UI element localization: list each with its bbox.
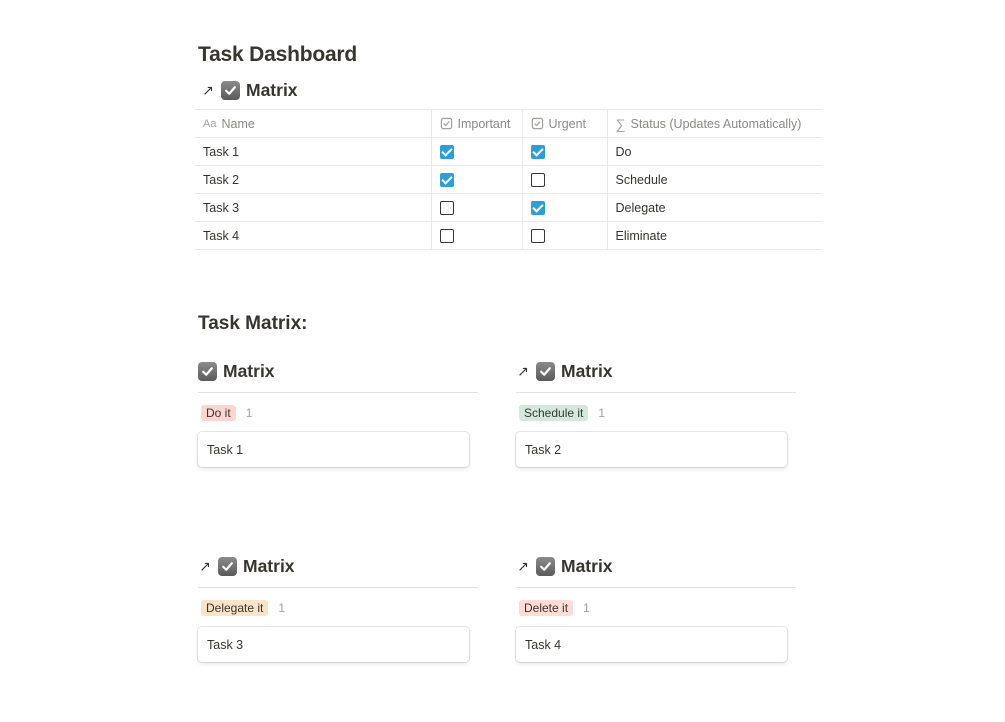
table-row[interactable] <box>195 222 822 250</box>
board-card[interactable]: Task 1 <box>198 432 469 467</box>
board-delete-it <box>516 554 796 662</box>
database-title[interactable]: Matrix <box>243 555 295 576</box>
task-name-cell[interactable]: Task 1 <box>195 138 431 166</box>
task-table <box>195 109 822 250</box>
checkbox-icon <box>218 557 237 576</box>
table-header-row <box>195 110 822 138</box>
board-group-header <box>519 405 796 421</box>
database-header[interactable] <box>516 359 796 383</box>
board-card[interactable]: Task 4 <box>516 627 787 662</box>
arrow-up-right-icon: ↗ <box>517 362 529 379</box>
checkbox-icon <box>536 557 555 576</box>
group-count: 1 <box>245 406 253 420</box>
checkbox-property-icon <box>440 117 453 130</box>
formula-property-icon: ∑ <box>615 115 626 132</box>
group-tag[interactable]: Delegate it <box>201 600 268 616</box>
section-title: Task Matrix: <box>198 313 308 334</box>
database-title[interactable]: Matrix <box>223 360 275 381</box>
group-tag[interactable]: Schedule it <box>519 405 588 421</box>
divider <box>516 392 796 393</box>
divider <box>516 587 796 588</box>
board-group-header <box>201 600 478 616</box>
board-card[interactable]: Task 2 <box>516 432 787 467</box>
board-schedule-it <box>516 359 796 467</box>
table-row[interactable] <box>195 166 822 194</box>
divider <box>198 587 478 588</box>
urgent-checkbox[interactable] <box>531 145 545 159</box>
important-checkbox[interactable] <box>440 173 454 187</box>
status-cell: Schedule <box>607 166 822 194</box>
group-count: 1 <box>598 406 606 420</box>
table-row[interactable] <box>195 194 822 222</box>
important-checkbox[interactable] <box>440 145 454 159</box>
important-checkbox[interactable] <box>440 229 454 243</box>
checkbox-icon <box>536 362 555 381</box>
checkbox-icon <box>198 362 217 381</box>
arrow-up-right-icon: ↗ <box>199 557 211 574</box>
group-count: 1 <box>583 601 590 615</box>
database-header[interactable] <box>201 80 298 101</box>
urgent-checkbox[interactable] <box>531 201 545 215</box>
board-delegate-it <box>198 554 478 662</box>
column-label: Status (Updates Automatically) <box>630 116 802 131</box>
column-label: Urgent <box>548 116 587 131</box>
urgent-checkbox[interactable] <box>531 173 545 187</box>
database-title[interactable]: Matrix <box>246 80 298 100</box>
status-cell: Delegate <box>607 194 822 222</box>
column-header-status[interactable] <box>607 110 822 138</box>
group-count: 1 <box>278 601 286 615</box>
database-title[interactable]: Matrix <box>561 360 613 381</box>
page-title: Task Dashboard <box>198 43 358 66</box>
column-header-name[interactable] <box>195 110 431 138</box>
text-property-icon: Aa <box>203 117 217 130</box>
database-header[interactable] <box>198 359 478 383</box>
arrow-up-right-icon: ↗ <box>202 82 214 98</box>
divider <box>198 392 478 393</box>
task-name-cell[interactable]: Task 2 <box>195 166 431 194</box>
group-tag[interactable]: Do it <box>201 405 236 421</box>
checkbox-icon <box>221 81 240 100</box>
status-cell: Eliminate <box>607 222 822 250</box>
task-name-cell[interactable]: Task 4 <box>195 222 431 250</box>
database-title[interactable]: Matrix <box>561 555 613 576</box>
board-do-it <box>198 359 478 467</box>
urgent-checkbox[interactable] <box>531 229 545 243</box>
arrow-up-right-icon: ↗ <box>517 557 529 574</box>
board-group-header <box>519 600 796 616</box>
group-tag[interactable]: Delete it <box>519 600 573 616</box>
database-header[interactable] <box>198 554 478 578</box>
database-header[interactable] <box>516 554 796 578</box>
table-row[interactable] <box>195 138 822 166</box>
board-group-header <box>201 405 478 421</box>
column-header-urgent[interactable] <box>522 110 607 138</box>
column-label: Important <box>457 116 511 131</box>
task-name-cell[interactable]: Task 3 <box>195 194 431 222</box>
important-checkbox[interactable] <box>440 201 454 215</box>
status-cell: Do <box>607 138 822 166</box>
board-card[interactable]: Task 3 <box>198 627 469 662</box>
checkbox-property-icon <box>531 117 544 130</box>
column-header-important[interactable] <box>431 110 522 138</box>
column-label: Name <box>221 116 255 131</box>
